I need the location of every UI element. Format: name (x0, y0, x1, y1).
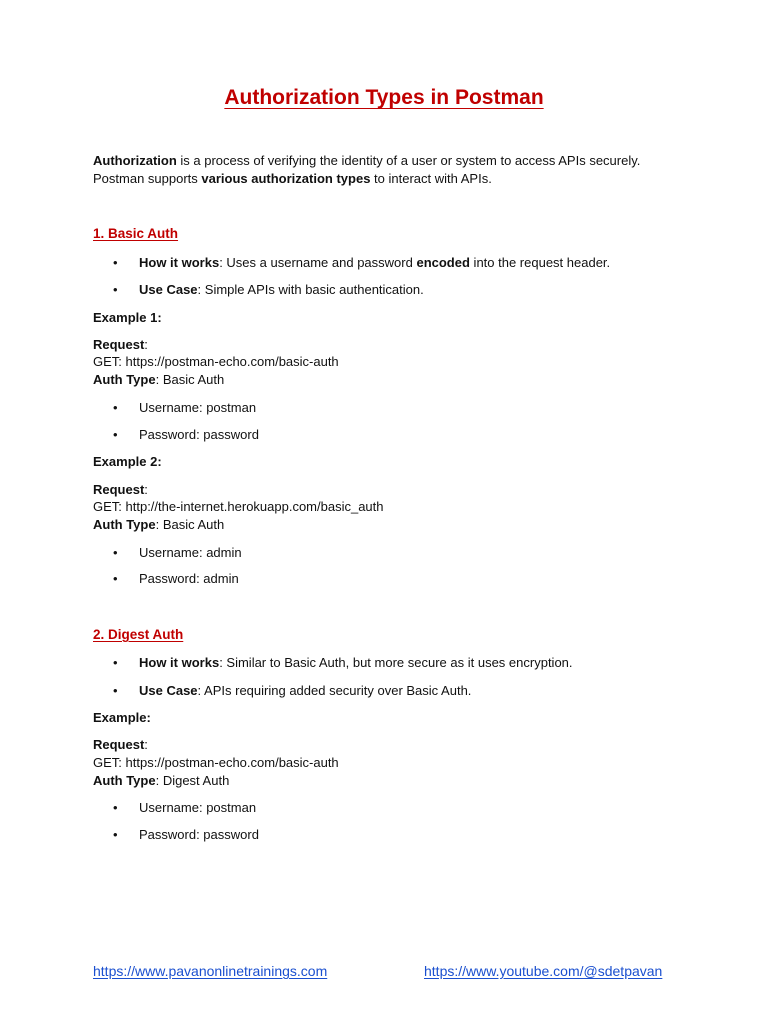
page-title: Authorization Types in Postman (224, 86, 544, 109)
bullet-glyph: • (113, 427, 118, 442)
bullet-glyph: • (113, 255, 118, 270)
digest-request-label: Request: (93, 737, 148, 752)
example-2-request-label: Request: (93, 482, 148, 497)
basic-use-case: Use Case: Simple APIs with basic authentication. (139, 282, 424, 297)
basic-how-it-works: How it works: Uses a username and password encoded into the request header. (139, 255, 611, 270)
intro-line-2: Postman supports various authorization types to interact with APIs. (93, 171, 492, 186)
footer-website-link[interactable]: https://www.pavanonlinetrainings.com (93, 963, 328, 979)
example-1-password: Password: password (139, 427, 259, 442)
digest-use-case: Use Case: APIs requiring added security over Basic Auth. (139, 683, 472, 698)
example-1-get-line: GET: https://postman-echo.com/basic-auth (93, 354, 339, 369)
section-heading-digest-auth: 2. Digest Auth (93, 627, 184, 642)
digest-auth-type: Auth Type: Digest Auth (93, 773, 230, 788)
example-2-auth-type: Auth Type: Basic Auth (93, 517, 225, 532)
bullet-glyph: • (113, 683, 118, 698)
bullet-glyph: • (113, 282, 118, 297)
bullet-glyph: • (113, 545, 118, 560)
example-1-username: Username: postman (139, 400, 257, 415)
bullet-glyph: • (113, 827, 118, 842)
digest-password: Password: password (139, 827, 259, 842)
digest-username: Username: postman (139, 800, 257, 815)
digest-get-line: GET: https://postman-echo.com/basic-auth (93, 755, 339, 770)
bullet-glyph: • (113, 655, 118, 670)
bullet-glyph: • (113, 571, 118, 586)
digest-example-label: Example: (93, 710, 151, 725)
intro-line-1: Authorization is a process of verifying the identity of a user or system to access APIs securely. (93, 153, 641, 168)
digest-how-it-works: How it works: Similar to Basic Auth, but more secure as it uses encryption. (139, 655, 573, 670)
example-1-auth-type: Auth Type: Basic Auth (93, 372, 225, 387)
section-heading-basic-auth: 1. Basic Auth (93, 226, 179, 241)
example-2-label: Example 2: (93, 454, 162, 469)
bullet-glyph: • (113, 400, 118, 415)
bullet-glyph: • (113, 800, 118, 815)
example-2-get-line: GET: http://the-internet.herokuapp.com/basic_auth (93, 499, 384, 514)
example-1-label: Example 1: (93, 310, 162, 325)
footer-youtube-link[interactable]: https://www.youtube.com/@sdetpavan (424, 963, 663, 979)
example-1-request-label: Request: (93, 337, 148, 352)
example-2-password: Password: admin (139, 571, 239, 586)
example-2-username: Username: admin (139, 545, 242, 560)
